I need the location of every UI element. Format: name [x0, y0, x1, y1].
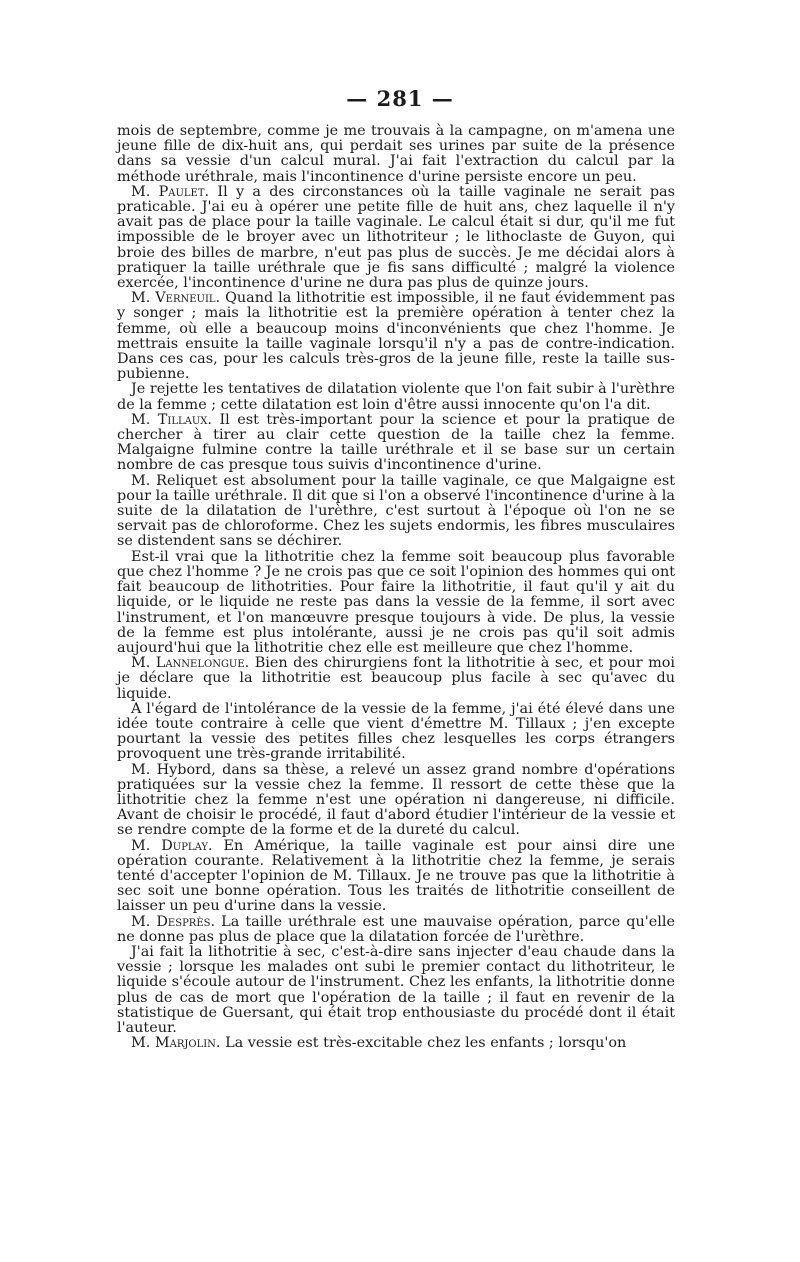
- paragraph: [117, 702, 675, 763]
- page-number: — 281 —: [346, 86, 454, 111]
- paragraph-text: Il est très-important pour la science et pour la pratique de chercher à tirer au clair cette question de la taille chez la femme. Malgaigne fulmine contre la taille uréthrale et il se base sur un certain nombre de cas presque tous suivis d'incontinence d'urine.: [117, 411, 675, 474]
- paragraph-text: En Amérique, la taille vaginale est pour ainsi dire une opération courante. Relativement à la lithotritie chez la femme, je serais tenté d'accepter l'opinion de M. Tillaux. Je ne trouve pas que la lithotritie à sec soit une bonne opération. Tous les traités de lithotritie conseillent de laisser un peu d'urine dans la vessie.: [117, 837, 676, 915]
- speaker-name: M. Duplay.: [131, 837, 213, 854]
- paragraph-text: M. Reliquet est absolument pour la taille vaginale, ce que Malgaigne est pour la taille uréthrale. Il dit que si l'on a observé l'incontinence d'urine à la suite de la dilatation de l'urèthre, c'est surtout à l'époque où l'on ne se servait pas de chloroforme. Chez les sujets endormis, les fibres musculaires se distendent sans se déchirer.: [117, 472, 675, 550]
- paragraph: [117, 413, 675, 474]
- speaker-name: M. Desprès.: [131, 913, 216, 930]
- paragraph-text: La taille uréthrale est une mauvaise opération, parce qu'elle ne donne pas plus de place que la dilatation forcée de l'urèthre.: [117, 913, 675, 945]
- paragraph: [117, 945, 675, 1036]
- paragraph-text: Quand la lithotritie est impossible, il ne faut évidemment pas y songer ; mais la lithotritie est la première opération à tenter chez la femme, où elle a beaucoup moins d'inconvénients que chez l'homme. Je mettrais ensuite la taille vaginale lorsqu'il n'y a pas de contre-indication. Dans ces cas, pour les calculs très-gros de la jeune fille, reste la taille sus-pubienne.: [117, 290, 676, 383]
- paragraph: [117, 656, 675, 702]
- paragraph-text: M. Hybord, dans sa thèse, a relevé un assez grand nombre d'opérations pratiquées sur la vessie chez la femme. Il ressort de cette thèse que la lithotritie chez la femme n'est une opération ni dangereuse, ni difficile. Avant de choisir le procédé, il faut d'abord étudier l'intérieur de la vessie et se rendre compte de la forme et de la dureté du calcul.: [117, 761, 675, 839]
- speaker-name: M. Tillaux.: [131, 411, 212, 428]
- speaker-name: M. Paulet.: [131, 183, 210, 200]
- paragraph-text: J'ai fait la lithotritie à sec, c'est-à-dire sans injecter d'eau chaude dans la vessie ; lorsque les malades ont subi le premier contact du lithotriteur, le liquide s'écoule autour de l'instrument. Chez les enfants, la lithotritie donne plus de cas de mort que l'opération de la taille ; il faut en revenir de la statistique de Guersant, qui était trop enthousiaste du procédé dont il était l'auteur.: [117, 943, 675, 1036]
- paragraph: [117, 915, 675, 945]
- paragraph-text: Est-il vrai que la lithotritie chez la femme soit beaucoup plus favorable que chez l'homme ? Je ne crois pas que ce soit l'opinion des hommes qui ont fait beaucoup de lithotrities. Pour faire la lithotritie, il faut qu'il y ait du liquide, or le liquide ne reste pas dans la vessie de la femme, il sort avec l'instrument, et l'on manœuvre presque toujours à vide. De plus, la vessie de la femme est plus intolérante, aussi je ne crois pas qu'il soit admis aujourd'hui que la lithotritie chez elle est meilleure que chez l'homme.: [117, 548, 675, 656]
- paragraph-text: mois de septembre, comme je me trouvais à la campagne, on m'amena une jeune fille de dix-huit ans, qui perdait ses urines par suite de la présence dans sa vessie d'un calcul mural. J'ai fait l'extraction du calcul par la méthode uréthrale, mais l'incontinence d'urine persiste encore un peu.: [117, 123, 675, 185]
- paragraph: [117, 474, 675, 550]
- paragraph: [117, 382, 675, 412]
- paragraph: [117, 550, 675, 656]
- speaker-name: M. Verneuil.: [131, 290, 221, 307]
- paragraph-text: La vessie est très-excitable chez les enfants ; lorsqu'on: [225, 1035, 627, 1052]
- paragraph: [117, 1036, 675, 1051]
- paragraph-text: Bien des chirurgiens font la lithotritie à sec, et pour moi je déclare que la lithotritie est beaucoup plus facile à sec qu'avec du liquide.: [117, 655, 676, 702]
- paragraph-text: Je rejette les tentatives de dilatation violente que l'on fait subir à l'urèthre de la femme ; cette dilatation est loin d'être aussi innocente qu'on l'a dit.: [117, 381, 675, 413]
- paragraph: [117, 291, 675, 382]
- paragraph-text: Il y a des circonstances où la taille vaginale ne serait pas praticable. J'ai eu à opérer une petite fille de huit ans, chez laquelle il n'y avait pas de place pour la taille vaginale. Le calcul était si dur, qu'il me fut impossible de le broyer avec un lithotriteur ; le lithoclaste de Guyon, qui broie des billes de marbre, n'eut pas plus de succès. Je me décidai alors à pratiquer la taille uréthrale que je fis sans difficulté ; malgré la violence exercée, l'incontinence d'urine ne dura pas plus de quinze jours.: [117, 183, 676, 292]
- paragraph-text: A l'égard de l'intolérance de la vessie de la femme, j'ai été élevé dans une idée toute contraire à celle que vient d'émettre M. Tillaux ; j'en excepte pourtant la vessie des petites filles chez lesquelles les corps étrangers provoquent une très-grande irritabilité.: [117, 700, 675, 763]
- speaker-name: M. Marjolin.: [131, 1035, 221, 1052]
- body-text: [117, 124, 675, 1051]
- speaker-name: M. Lannelongue.: [131, 655, 250, 672]
- paragraph: [117, 124, 675, 185]
- paragraph: [117, 185, 675, 291]
- paragraph: [117, 763, 675, 839]
- paragraph: [117, 839, 675, 915]
